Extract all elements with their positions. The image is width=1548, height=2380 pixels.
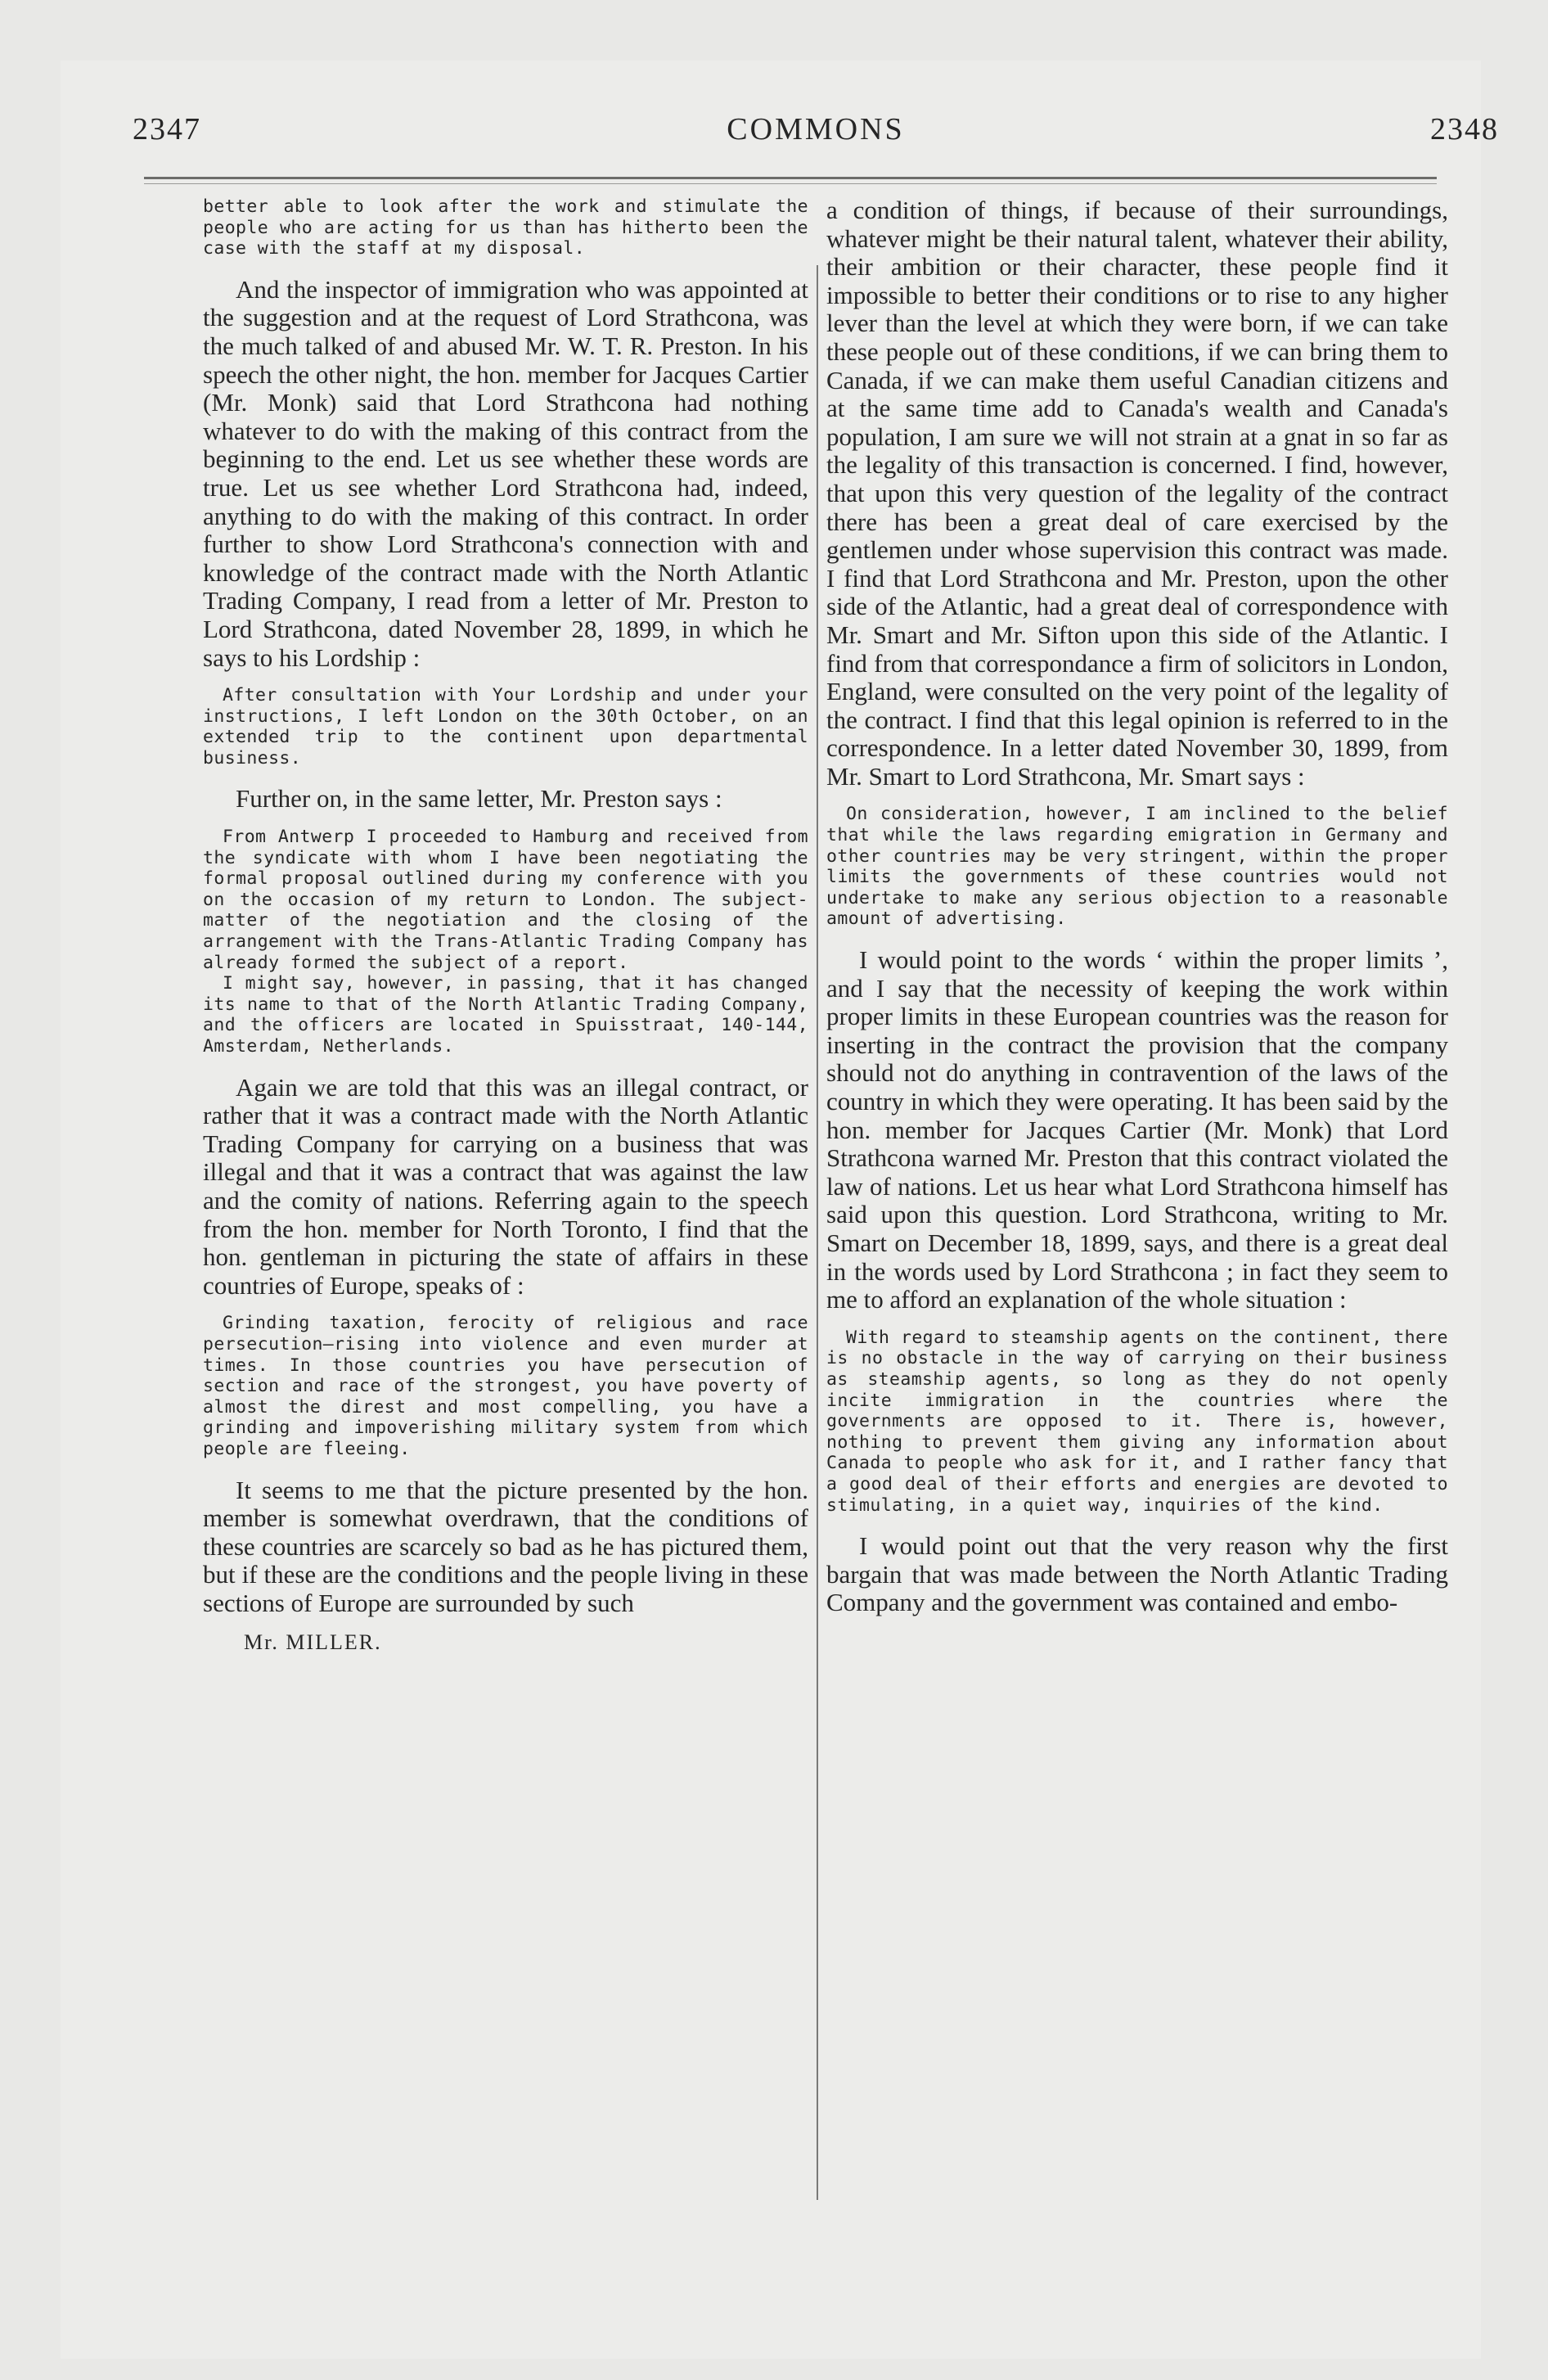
- quote: From Antwerp I proceeded to Hamburg and received from the syndicate with whom I have been negotiating the formal proposal outlined during my conference with you on the occasion of my return to London. The subject-matter of the negotiation and the closing of the arrangement with the Trans-Atlantic Trading Company has already formed the subject of a report.: [203, 827, 808, 973]
- running-head: [133, 111, 1499, 152]
- quote: On consideration, however, I am inclined to the belief that while the laws regarding emigration in Germany and other countries may be very stringent, within the proper limits the governments of these countries would not undertake to make any serious objection to a reasonable amount of advertising.: [826, 804, 1448, 930]
- paragraph-continued: a condition of things, if because of their surroundings, whatever might be their natural talent, whatever their ability, their ambition or their character, these people find it impossible to better their conditions or to rise to any higher lever than the level at which they were born, if we can take these people out of these conditions, if we can bring them to Canada, if we can make them useful Canadian citizens and at the same time add to Canada's wealth and Canada's population, I am sure we will not strain at a gnat in so far as the legality of this transaction is concerned. I find, however, that upon this very question of the legality of the contract there has been a great deal of care exercised by the gentlemen under whose supervision this contract was made. I find that Lord Strathcona and Mr. Preston, upon the other side of the Atlantic, had a great deal of correspondence with Mr. Smart and Mr. Sifton upon this side of the Atlantic. I find from that correspondance a firm of solicitors in London, England, were consulted on the very point of the legality of the contract. I find that this legal opinion is referred to in the correspondence. In a letter dated November 30, 1899, from Mr. Smart to Lord Strathcona, Mr. Smart says :: [826, 196, 1448, 791]
- paragraph: I would point to the words ‘ within the proper limits ’, and I say that the necessity of keeping the work within proper limits in these European countries was the reason for inserting in the contract the provision that the company should not do anything in contravention of the laws of the country in which they were operating. It has been said by the hon. member for Jacques Cartier (Mr. Monk) that Lord Strathcona warned Mr. Preston that this contract violated the law of nations. Let us hear what Lord Strathcona himself has said upon this question. Lord Strathcona, writing to Mr. Smart on December 18, 1899, says, and there is a great deal in the words used by Lord Strathcona ; in fact they seem to me to afford an explanation of the whole situation :: [826, 945, 1448, 1314]
- column-divider: [817, 265, 818, 2200]
- quote: After consultation with Your Lordship and under your instructions, I left London on the 30th October, on an extended trip to the continent upon departmental business.: [203, 685, 808, 769]
- left-column: [203, 196, 808, 2298]
- quote-block: [203, 827, 808, 1057]
- right-column: [826, 196, 1448, 2298]
- paragraph: And the inspector of immigration who was appointed at the suggestion and at the request of Lord Strathcona, was the much talked of and abused Mr. W. T. R. Preston. In his speech the other night, the hon. member for Jacques Cartier (Mr. Monk) said that Lord Strathcona had nothing whatever to do with the making of this contract from the beginning to the end. Let us see whether these words are true. Let us see whether Lord Strathcona had, indeed, anything to do with the making of this contract. In order further to show Lord Strathcona's connection with and knowledge of the contract made with the North Atlantic Trading Company, I read from a letter of Mr. Preston to Lord Strathcona, dated November 28, 1899, in which he says to his Lordship :: [203, 274, 808, 672]
- quote-continued: better able to look after the work and stimulate the people who are acting for us than has hitherto been the case with the staff at my disposal.: [203, 196, 808, 259]
- speaker-footer: Mr. MILLER.: [244, 1630, 382, 1655]
- paragraph: It seems to me that the picture presented by the hon. member is somewhat overdrawn, that the conditions of these countries are scarcely so bad as he has pictured them, but if these are the conditions and the people living in these sections of Europe are surrounded by such: [203, 1475, 808, 1617]
- page-number-left: 2347: [133, 112, 201, 146]
- header-rule-thin: [144, 183, 1437, 184]
- header-rule: [144, 177, 1437, 179]
- quote: I might say, however, in passing, that it has changed its name to that of the North Atlantic Trading Company, and the officers are located in Spuisstraat, 140-144, Amsterdam, Netherlands.: [203, 973, 808, 1057]
- page-number-right: 2348: [1430, 112, 1499, 146]
- quote: Grinding taxation, ferocity of religious and race persecution—rising into violence and even murder at times. In those countries you have persecution of section and race of the strongest, you have poverty of almost the direst and most compelling, you have a grinding and impoverishing military system from which people are fleeing.: [203, 1313, 808, 1459]
- paragraph: Again we are told that this was an illegal contract, or rather that it was a contract made with the North Atlantic Trading Company for carrying on a business that was illegal and that it was a contract that was against the law and the comity of nations. Referring again to the speech from the hon. member for North Toronto, I find that the hon. gentleman in picturing the state of affairs in these countries of Europe, speaks of :: [203, 1072, 808, 1300]
- paragraph: I would point out that the very reason why the first bargain that was made between the North Atlantic Trading Company and the government was contained and embo-: [826, 1531, 1448, 1617]
- running-title: COMMONS: [727, 112, 905, 146]
- paragraph: Further on, in the same letter, Mr. Preston says :: [236, 784, 722, 814]
- quote: With regard to steamship agents on the continent, there is no obstacle in the way of carrying on their business as steamship agents, so long as they do not openly incite immigration in the countries where the governments are opposed to it. There is, however, nothing to prevent them giving any information about Canada to people who ask for it, and I rather fancy that a good deal of their efforts and energies are devoted to stimulating, in a quiet way, inquiries of the kind.: [826, 1327, 1448, 1516]
